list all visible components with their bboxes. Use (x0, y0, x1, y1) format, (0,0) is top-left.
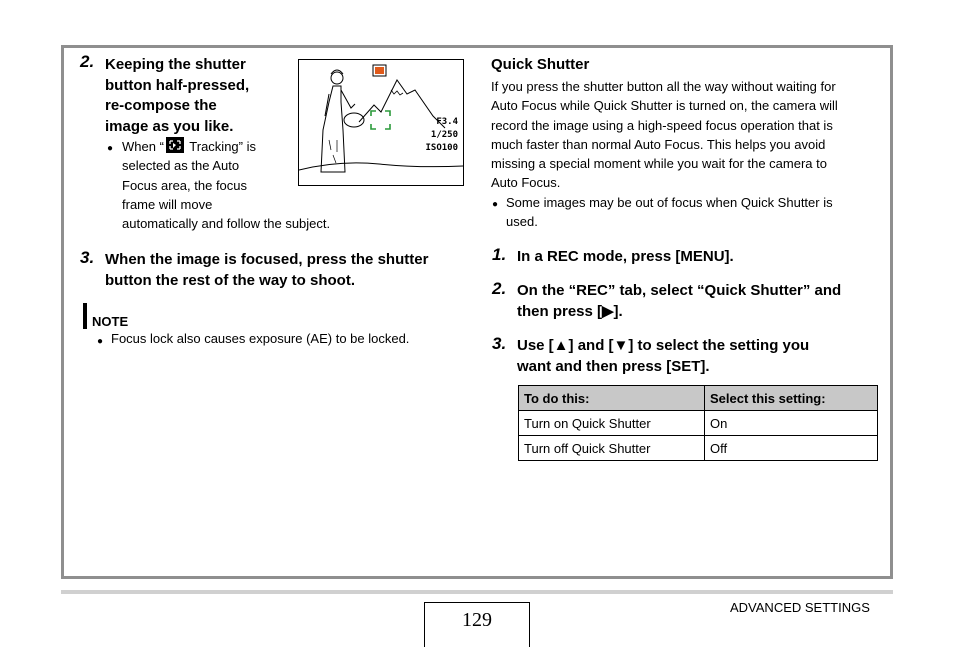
tracking-bullet-line: selected as the Auto (122, 158, 240, 174)
camera-screen-illustration (298, 59, 464, 186)
intro-paragraph (491, 77, 838, 193)
table-row (519, 411, 878, 436)
tracking-bullet-fragment: When “ (122, 139, 164, 154)
step-3-number: 3. (80, 248, 95, 267)
content-frame (61, 45, 893, 579)
paragraph-line: Auto Focus while Quick Shutter is turned on, the camera will (491, 98, 838, 114)
step-2-line: re-compose the (105, 97, 217, 114)
bullet-dot: ● (492, 199, 499, 210)
table-row (519, 436, 878, 461)
table-header-cell: Select this setting: (705, 386, 878, 411)
note-marker (83, 303, 87, 329)
r-step-3-line: want and then press [SET]. (517, 357, 710, 375)
r-step-2-number: 2. (492, 279, 507, 298)
r-step-2-text (517, 281, 841, 322)
footer-rule (61, 590, 893, 594)
r-step-1-text (517, 247, 734, 268)
table-cell: Turn off Quick Shutter (519, 436, 705, 461)
page-number-box (424, 602, 530, 647)
tracking-bullet-line: automatically and follow the subject. (122, 216, 331, 232)
step-3-text (105, 250, 428, 291)
table-cell: Turn on Quick Shutter (519, 411, 705, 436)
step-3-line: When the image is focused, press the shutter (105, 251, 429, 268)
paragraph-line: missing a special moment while you wait for the camera to (491, 156, 827, 172)
section-heading: Quick Shutter (491, 56, 590, 73)
step-2-line: Keeping the shutter (105, 56, 246, 73)
r-step-3-line: Use [▲] and [▼] to select the setting you (517, 337, 810, 354)
tracking-bullet-fragment: Tracking” is (185, 139, 256, 154)
note-title: NOTE (92, 314, 129, 329)
r-step-3-text (517, 336, 809, 377)
step-2-line: image as you like. (105, 117, 234, 135)
paragraph-line: record the image using a high-speed focus operation that is (491, 117, 833, 133)
warning-bullet (506, 193, 833, 232)
iso-readout: ISO100 (425, 143, 458, 153)
r-step-2-line: On the “REC” tab, select “Quick Shutter” and (517, 282, 842, 299)
bullet-dot: ● (107, 143, 114, 154)
tracking-bullet-line: Focus area, the focus (122, 177, 248, 193)
step-2-number: 2. (80, 52, 95, 71)
r-step-3-number: 3. (492, 334, 507, 353)
step-2-text (105, 55, 249, 137)
settings-table (518, 385, 878, 461)
table-header-row (519, 386, 878, 411)
step-3-line: button the rest of the way to shoot. (105, 271, 355, 289)
warning-line: used. (506, 214, 538, 230)
tracking-bullet-line: frame will move (122, 196, 213, 212)
r-step-1-line: In a REC mode, press [MENU]. (517, 248, 734, 265)
warning-line: Some images may be out of focus when Quick Shutter is (506, 195, 833, 210)
focus-frame-icon (371, 111, 390, 129)
paragraph-line: much faster than normal Auto Focus. This helps you avoid (491, 136, 826, 152)
table-header-cell: To do this: (519, 386, 705, 411)
paragraph-line: If you press the shutter button all the way without waiting for (491, 79, 836, 94)
shutter-readout: 1/250 (430, 130, 458, 140)
step-2-line: button half-pressed, (105, 76, 250, 94)
page-number: 129 (462, 609, 492, 631)
r-step-1-number: 1. (492, 245, 507, 264)
tracking-icon (166, 137, 184, 153)
r-step-2-line: then press [▶]. (517, 302, 623, 320)
aperture-readout: F3.4 (436, 117, 458, 127)
bullet-dot: ● (97, 336, 104, 347)
paragraph-line: Auto Focus. (491, 175, 561, 191)
section-label: ADVANCED SETTINGS (730, 600, 870, 615)
table-cell: Off (705, 436, 878, 461)
table-cell: On (705, 411, 878, 436)
note-text: Focus lock also causes exposure (AE) to be locked. (111, 331, 410, 346)
